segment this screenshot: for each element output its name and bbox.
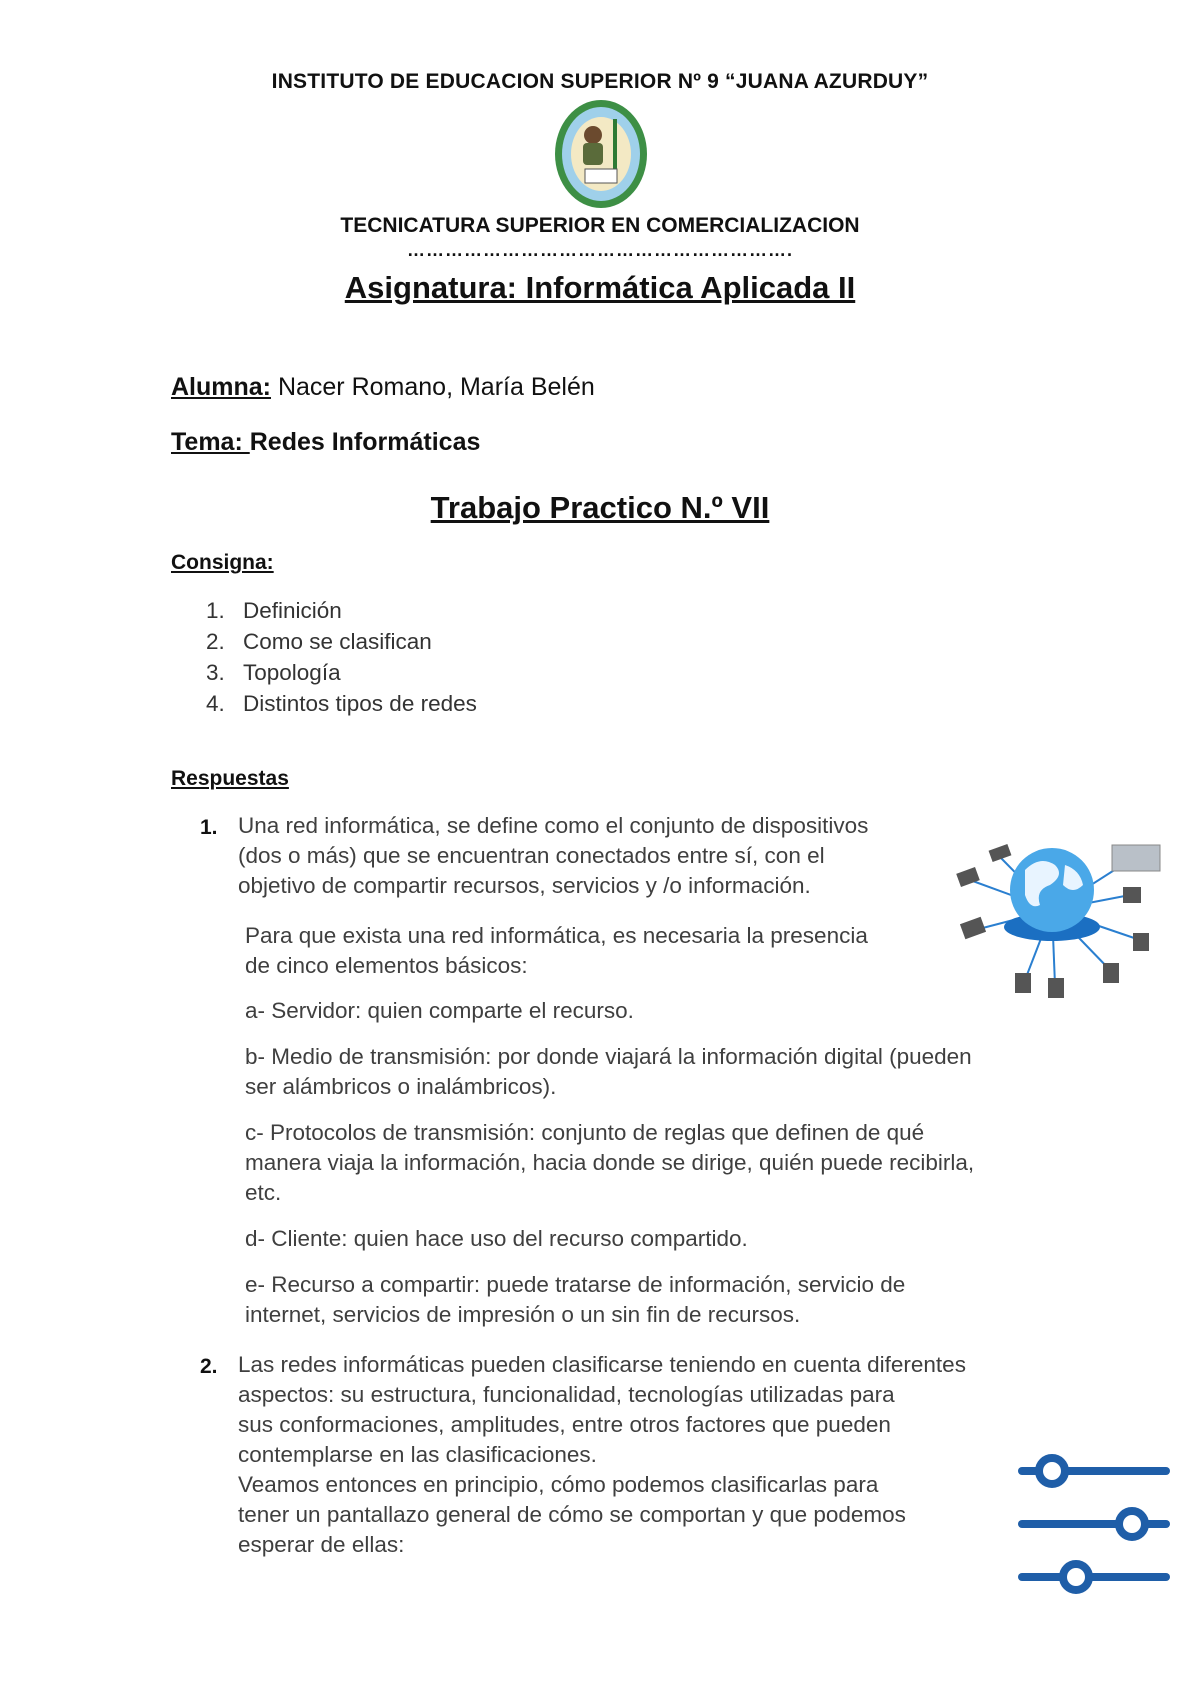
topic-label: Tema: [171, 428, 250, 456]
consigna-list [206, 595, 477, 719]
respuestas-heading: Respuestas [171, 767, 289, 790]
institute-name: INSTITUTO DE EDUCACION SUPERIOR Nº 9 “JUANA AZURDUY” [271, 70, 929, 93]
career-name: TECNICATURA SUPERIOR EN COMERCIALIZACION [340, 214, 860, 237]
element-c: c- Protocolos de transmisión: conjunto de reglas que definen de qué manera viaja la información, hacia donde se dirige, quién puede recibirla, etc. [245, 1120, 975, 1205]
element-e: e- Recurso a compartir: puede tratarse de información, servicio de internet, servicios de impresión o un sin fin de recursos. [245, 1272, 906, 1327]
element-a: a- Servidor: quien comparte el recurso. [245, 998, 634, 1023]
consigna-heading: Consigna: [171, 551, 274, 574]
institute-logo [553, 97, 649, 211]
list-item: 1. Definición [206, 598, 342, 623]
student-label: Alumna: [171, 373, 271, 401]
list-item: 2. Como se clasifican [206, 629, 432, 654]
list-item: 3. Topología [206, 660, 341, 685]
answer-1-intro: Para que exista una red informática, es necesaria la presencia de cinco elementos básicos: [245, 923, 868, 978]
subject-title: Asignatura: Informática Aplicada II [344, 270, 856, 305]
network-illustration [940, 835, 1165, 1005]
topic-line [171, 428, 480, 457]
answer-1-definition: Una red informática, se define como el conjunto de dispositivos (dos o más) que se encuentran conectados entre sí, con el objetivo de compartir recursos, servicios y /o información. [238, 813, 869, 898]
answer-1-number: 1. [200, 816, 218, 839]
answer-2-text: Las redes informáticas pueden clasificarse teniendo en cuenta diferentes aspectos: su estructura, funcionalidad, tecnologías utilizadas para sus conformaciones, amplitudes, entre otros factores que pueden contemplarse en las clasificaciones. Veamos entonces en principio, cómo podemos clasificarlas para tener un pantallazo general de cómo se comportan y que podemos esperar de ellas: [238, 1352, 966, 1557]
answer-2-number: 2. [200, 1355, 218, 1378]
topic-value: Redes Informáticas [249, 428, 481, 456]
sliders-icon [1016, 1445, 1176, 1605]
dotted-separator: ……………………………………………………. [406, 240, 793, 260]
list-item: 4. Distintos tipos de redes [206, 691, 477, 716]
student-line [171, 373, 595, 402]
student-name: Nacer Romano, María Belén [271, 373, 595, 401]
assignment-title: Trabajo Practico N.º VII [430, 490, 770, 525]
element-b: b- Medio de transmisión: por donde viajará la información digital (pueden ser alámbricos o inalámbricos). [245, 1044, 972, 1099]
element-d: d- Cliente: quien hace uso del recurso compartido. [245, 1226, 748, 1251]
